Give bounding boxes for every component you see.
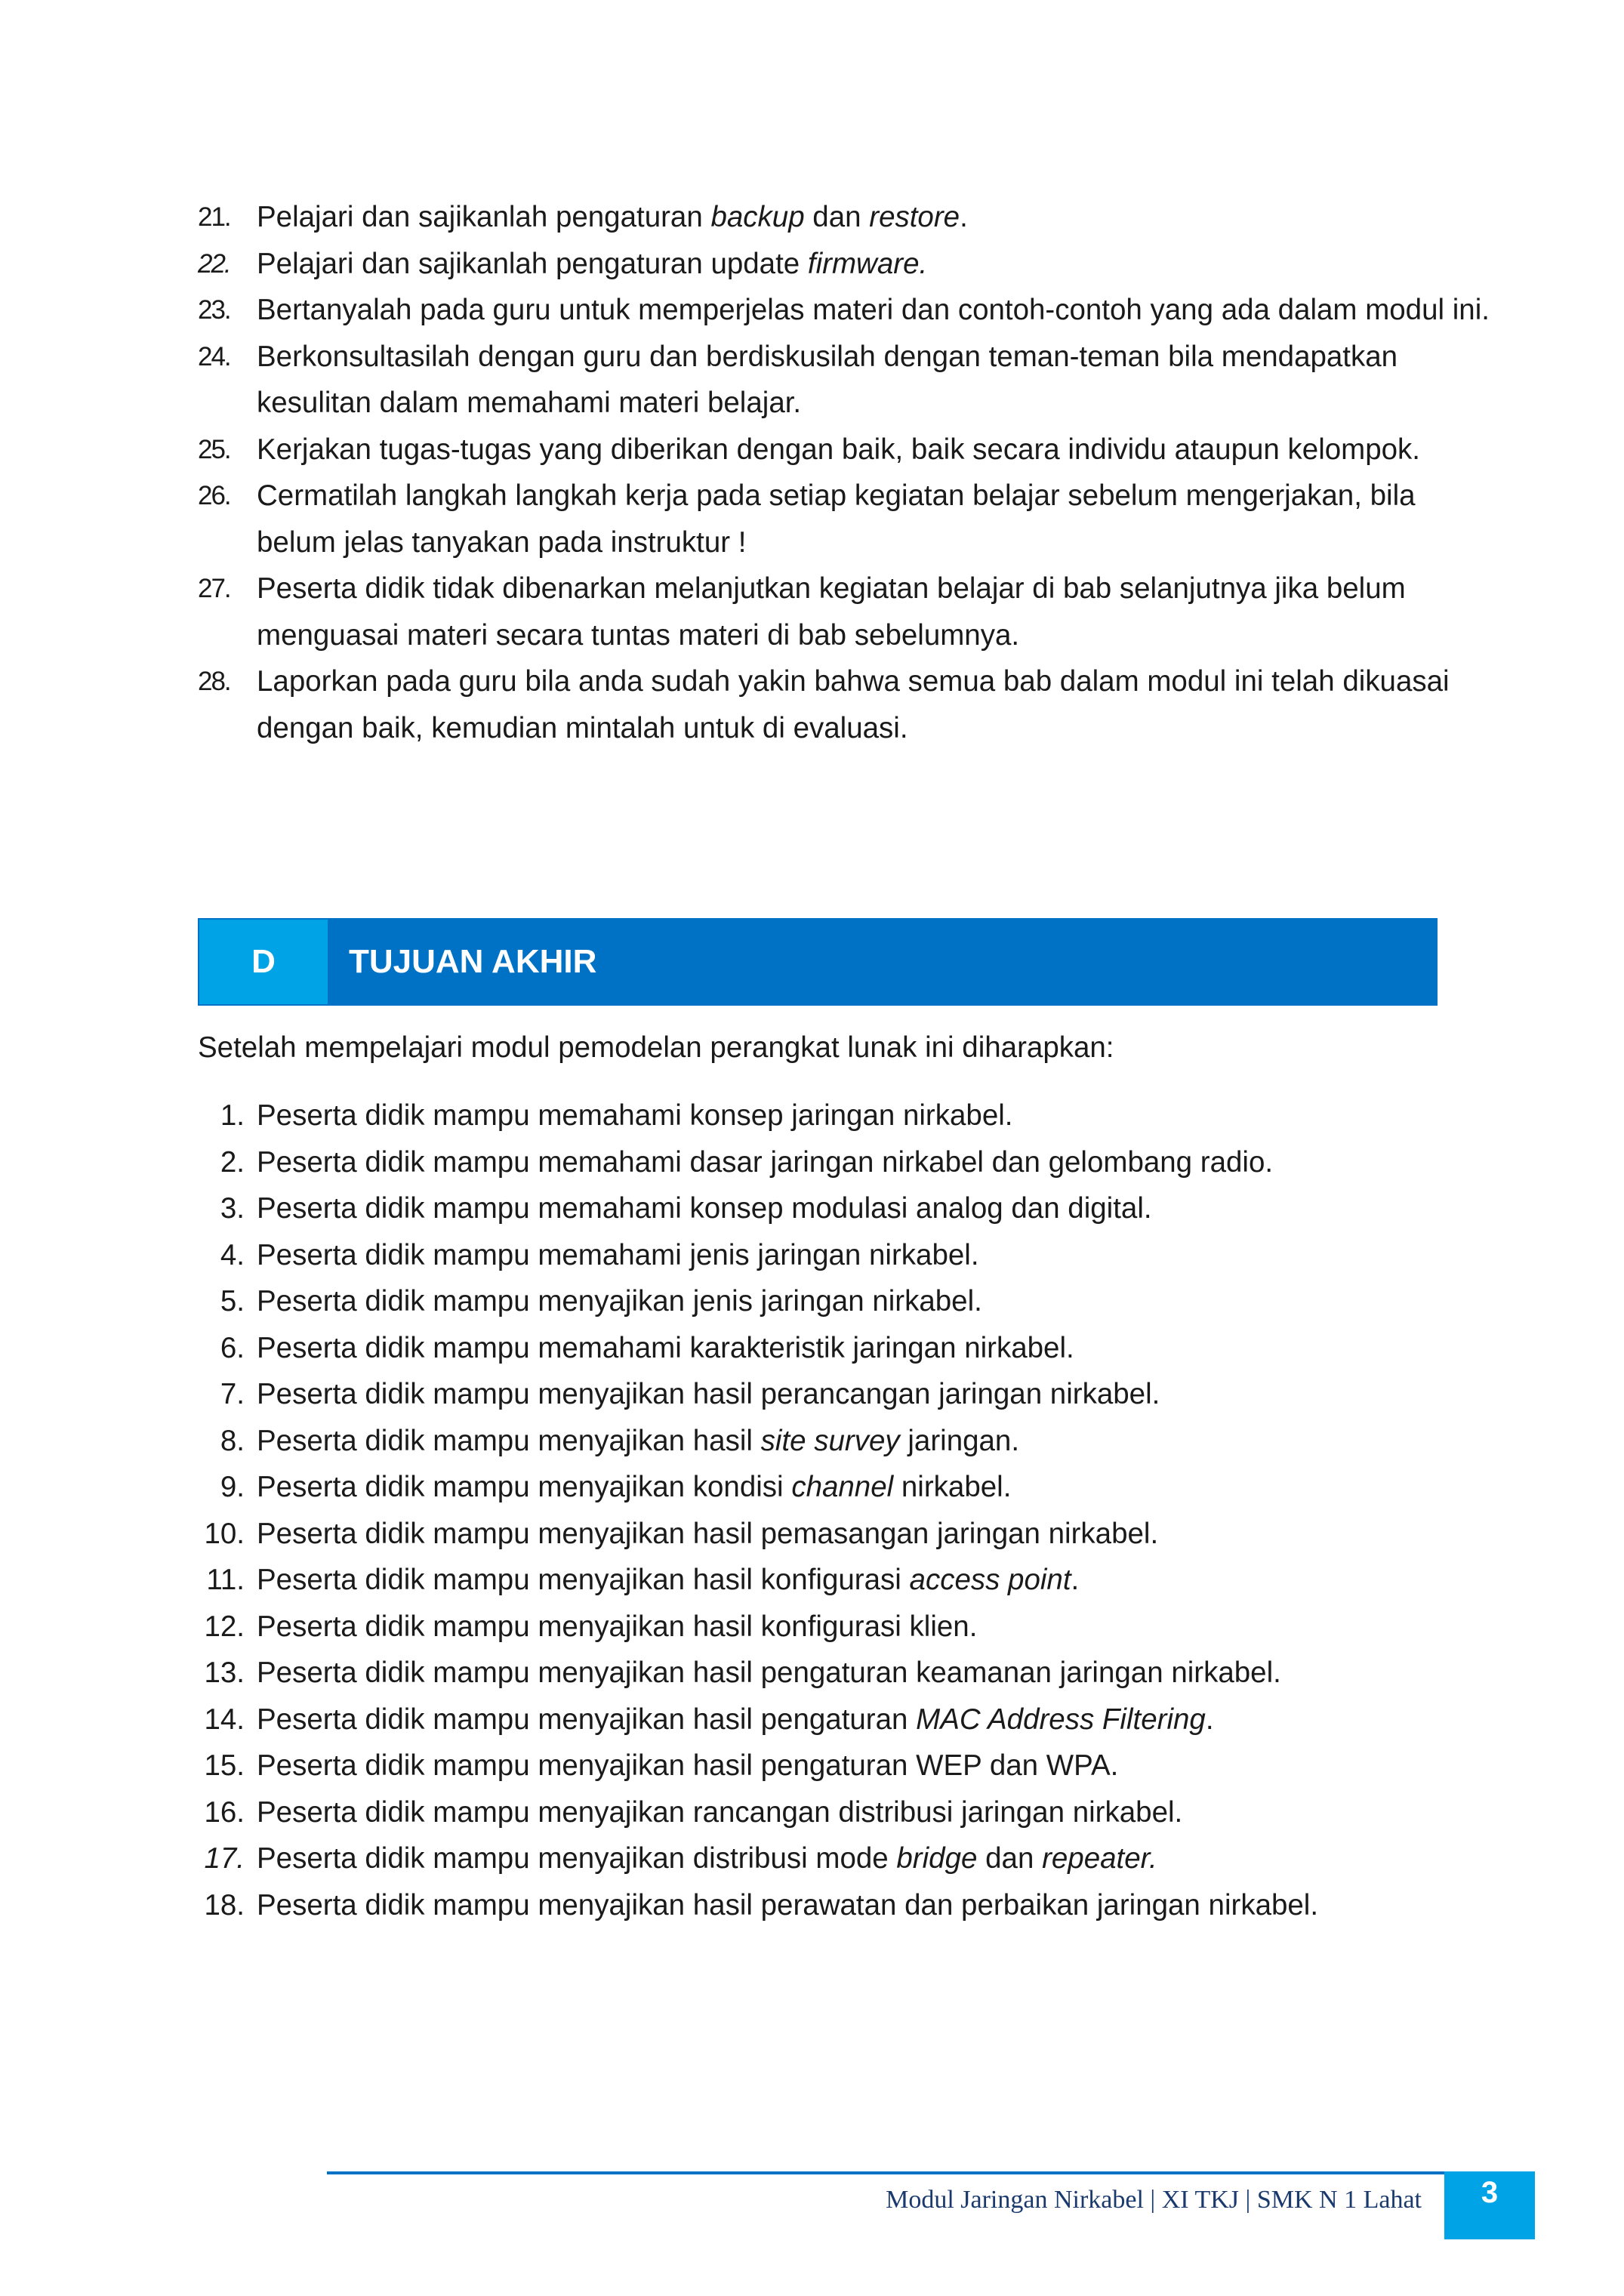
list-item-number: 8. <box>220 1424 245 1457</box>
list-item-number: 11. <box>206 1564 245 1596</box>
text-segment: dan <box>977 1842 1043 1875</box>
text-segment: Peserta didik mampu menyajikan distribusi mode <box>257 1842 897 1875</box>
objective-item <box>198 1882 1495 1929</box>
text-segment: Peserta didik mampu menyajikan hasil pengaturan WEP dan WPA. <box>257 1749 1119 1782</box>
list-item-text <box>257 658 1495 751</box>
step-item <box>198 334 1495 427</box>
list-item-text <box>257 1882 1495 1929</box>
list-item-text <box>257 1232 1495 1279</box>
list-item-number: 24. <box>198 341 230 371</box>
page-number: 3 <box>1444 2171 1535 2239</box>
text-segment: Peserta didik mampu menyajikan hasil <box>257 1424 761 1457</box>
text-segment: Kerjakan tugas-tugas yang diberikan dengan baik, baik secara individu ataupun kelompok. <box>257 433 1420 466</box>
text-segment: Peserta didik mampu menyajikan hasil pemasangan jaringan nirkabel. <box>257 1517 1159 1550</box>
list-item-text <box>257 1789 1495 1836</box>
text-segment: dan <box>804 201 870 233</box>
objectives-list <box>198 1093 1495 1928</box>
list-item-text <box>257 1557 1495 1604</box>
list-item-number: 14. <box>204 1703 245 1736</box>
step-item <box>198 658 1495 751</box>
list-item-number: 23. <box>198 295 230 325</box>
list-item-number: 10. <box>204 1517 245 1550</box>
list-item-number: 3. <box>220 1192 245 1225</box>
text-segment: jaringan. <box>899 1424 1020 1457</box>
list-item-number: 21. <box>198 202 230 232</box>
list-item-number: 17. <box>204 1842 245 1875</box>
list-item-text <box>257 1185 1495 1232</box>
list-item-text <box>257 1604 1495 1650</box>
text-segment: nirkabel. <box>893 1471 1012 1503</box>
list-item-text <box>257 1371 1495 1418</box>
text-segment: Peserta didik mampu menyajikan hasil konfigurasi klien. <box>257 1610 978 1643</box>
text-segment: Cermatilah langkah langkah kerja pada setiap kegiatan belajar sebelum mengerjakan, bila belum jelas tanyakan pada instruktur ! <box>257 479 1416 559</box>
text-segment: Berkonsultasilah dengan guru dan berdiskusilah dengan teman-teman bila mendapatkan kesulitan dalam memahami materi belajar. <box>257 340 1398 419</box>
list-item-number: 18. <box>204 1888 245 1922</box>
list-item-number: 27. <box>198 574 230 603</box>
list-item-text <box>257 1650 1495 1697</box>
text-segment: Peserta didik mampu menyajikan hasil pengaturan keamanan jaringan nirkabel. <box>257 1657 1281 1689</box>
list-item-text <box>257 427 1495 473</box>
step-item <box>198 194 1495 241</box>
text-segment: Peserta didik mampu memahami konsep jaringan nirkabel. <box>257 1099 1013 1132</box>
list-item-text <box>257 1835 1495 1882</box>
italic-term: access point <box>909 1564 1071 1596</box>
objective-item <box>198 1325 1495 1372</box>
text-segment: Peserta didik mampu menyajikan kondisi <box>257 1471 792 1503</box>
step-item <box>198 566 1495 658</box>
list-item-number: 9. <box>220 1471 245 1503</box>
list-item-text <box>257 1464 1495 1511</box>
list-item-number: 4. <box>220 1238 245 1271</box>
objective-item <box>198 1743 1495 1789</box>
list-item-number: 28. <box>198 667 230 696</box>
list-item-text <box>257 1139 1495 1186</box>
learning-steps-list <box>198 194 1495 751</box>
list-item-number: 26. <box>198 481 230 510</box>
text-segment: Peserta didik mampu menyajikan hasil perancangan jaringan nirkabel. <box>257 1378 1160 1410</box>
list-item-text <box>257 1278 1495 1325</box>
list-item-number: 22. <box>198 248 230 279</box>
objective-item <box>198 1697 1495 1743</box>
text-segment: Laporkan pada guru bila anda sudah yakin bahwa semua bab dalam modul ini telah dikuasai dengan baik, kemudian mintalah untuk di evaluasi. <box>257 665 1450 744</box>
objective-item <box>198 1604 1495 1650</box>
text-segment: Pelajari dan sajikanlah pengaturan update <box>257 247 808 280</box>
objective-item <box>198 1835 1495 1882</box>
objective-item <box>198 1278 1495 1325</box>
list-item-text <box>257 1743 1495 1789</box>
objective-item <box>198 1232 1495 1279</box>
list-item-number: 6. <box>220 1331 245 1364</box>
list-item-text <box>257 1418 1495 1465</box>
text-segment: Peserta didik mampu menyajikan jenis jaringan nirkabel. <box>257 1285 982 1318</box>
section-letter: D <box>199 920 328 1004</box>
list-item-number: 5. <box>220 1285 245 1318</box>
list-item-text <box>257 334 1495 427</box>
list-item-text <box>257 1093 1495 1139</box>
list-item-number: 15. <box>204 1749 245 1782</box>
objective-item <box>198 1139 1495 1186</box>
list-item-text <box>257 1325 1495 1372</box>
text-segment: Bertanyalah pada guru untuk memperjelas materi dan contoh-contoh yang ada dalam modul ini. <box>257 294 1490 326</box>
list-item-number: 13. <box>204 1657 245 1689</box>
list-item-text <box>257 194 1495 241</box>
text-segment: Peserta didik mampu memahami karakteristik jaringan nirkabel. <box>257 1331 1074 1364</box>
objective-item <box>198 1650 1495 1697</box>
list-item-text <box>257 1511 1495 1558</box>
section-header <box>198 918 1438 1006</box>
objective-item <box>198 1557 1495 1604</box>
step-item <box>198 241 1495 288</box>
text-segment: . <box>1205 1703 1214 1736</box>
step-item <box>198 473 1495 566</box>
italic-term: MAC Address Filtering <box>916 1703 1206 1736</box>
text-segment: Peserta didik mampu menyajikan hasil pengaturan <box>257 1703 917 1736</box>
text-segment: Peserta didik tidak dibenarkan melanjutkan kegiatan belajar di bab selanjutnya jika belum menguasai materi secara tuntas materi di bab sebelumnya. <box>257 572 1406 652</box>
list-item-text <box>257 473 1495 566</box>
list-item-text <box>257 241 1495 288</box>
objective-item <box>198 1418 1495 1465</box>
text-segment: Peserta didik mampu memahami jenis jaringan nirkabel. <box>257 1238 979 1271</box>
list-item-number: 2. <box>220 1145 245 1179</box>
list-item-number: 1. <box>220 1099 245 1132</box>
text-segment: Pelajari dan sajikanlah pengaturan <box>257 201 711 233</box>
objective-item <box>198 1464 1495 1511</box>
list-item-number: 7. <box>220 1378 245 1410</box>
text-segment: Peserta didik mampu memahami dasar jaringan nirkabel dan gelombang radio. <box>257 1145 1274 1179</box>
step-item <box>198 287 1495 334</box>
section-title: TUJUAN AKHIR <box>349 943 597 980</box>
text-segment: . <box>960 201 968 233</box>
italic-term: backup <box>710 201 805 233</box>
objective-item <box>198 1371 1495 1418</box>
text-segment: . <box>1071 1564 1080 1596</box>
objective-item <box>198 1789 1495 1836</box>
step-item <box>198 427 1495 473</box>
list-item-number: 25. <box>198 434 230 464</box>
list-item-text <box>257 566 1495 658</box>
objective-item <box>198 1511 1495 1558</box>
text-segment: Peserta didik mampu menyajikan hasil perawatan dan perbaikan jaringan nirkabel. <box>257 1888 1319 1922</box>
italic-term: restore <box>869 201 960 233</box>
objective-item <box>198 1093 1495 1139</box>
objectives-intro: Setelah mempelajari modul pemodelan perangkat lunak ini diharapkan: <box>198 1031 1114 1064</box>
italic-term: repeater. <box>1042 1842 1157 1875</box>
italic-term: channel <box>791 1471 894 1503</box>
italic-term: site survey <box>760 1424 900 1457</box>
text-segment: Peserta didik mampu memahami konsep modulasi analog dan digital. <box>257 1192 1152 1225</box>
list-item-text <box>257 287 1495 334</box>
objective-item <box>198 1185 1495 1232</box>
list-item-number: 16. <box>204 1795 245 1829</box>
list-item-text <box>257 1697 1495 1743</box>
italic-term: bridge <box>896 1842 978 1875</box>
footer-rule <box>327 2171 1535 2174</box>
text-segment: Peserta didik mampu menyajikan hasil konfigurasi <box>257 1564 910 1596</box>
text-segment: Peserta didik mampu menyajikan rancangan distribusi jaringan nirkabel. <box>257 1795 1183 1829</box>
list-item-number: 12. <box>204 1610 245 1643</box>
italic-term: firmware. <box>807 247 928 280</box>
footer-title: Modul Jaringan Nirkabel | XI TKJ | SMK N 1 Lahat <box>886 2186 1422 2214</box>
